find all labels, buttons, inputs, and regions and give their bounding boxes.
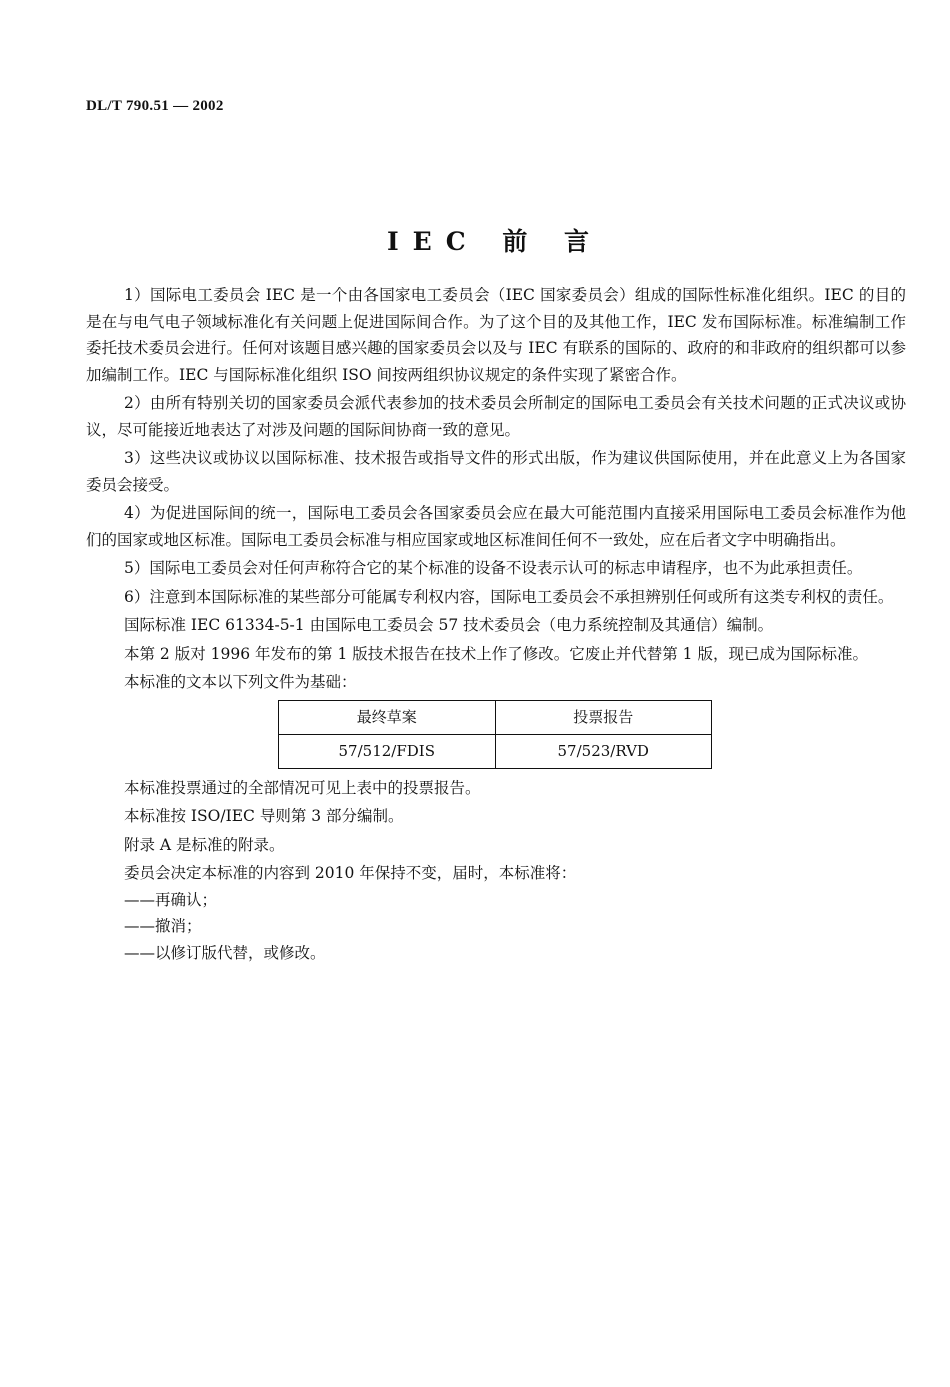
paragraph-1: 1）国际电工委员会 IEC 是一个由各国家电工委员会（IEC 国家委员会）组成的国际性标准化组织。IEC 的目的是在与电气电子领域标准化有关问题上促进国际间合作。为了这个目的及其他工作，IEC 发布国际标准。标准编制工作委托技术委员会进行。任何对该题目感兴趣的国家委员会以及与 IEC 有联系的国际的、政府的和非政府的组织都可以参加编制工作。IEC 与国际标准化组织 ISO 间按两组织协议规定的条件实现了紧密合作。 (86, 286, 906, 384)
page-title: IEC 前 言 (386, 227, 604, 256)
paragraph-committee: 国际标准 IEC 61334-5-1 由国际电工委员会 57 技术委员会（电力系统控制及其通信）编制。 (124, 616, 774, 634)
table-header-row (279, 700, 712, 734)
table-header-cell: 投票报告 (495, 700, 712, 734)
paragraph-2: 2）由所有特别关切的国家委员会派代表参加的技术委员会所制定的国际电工委员会有关技术问题的正式决议或协议，尽可能接近地表达了对涉及问题的国际间协商一致的意见。 (86, 394, 906, 439)
option-item: ——以修订版代替，或修改。 (124, 943, 326, 962)
option-item: ——再确认； (124, 890, 218, 909)
table-header-cell: 最终草案 (279, 700, 496, 734)
document-code: DL/T 790.51 — 2002 (86, 98, 224, 114)
paragraph-annex: 附录 A 是标准的附录。 (124, 835, 285, 854)
paragraph-3: 3）这些决议或协议以国际标准、技术报告或指导文件的形式出版，作为建议供国际使用，并在此意义上为各国家委员会接受。 (86, 449, 906, 494)
document-body (86, 282, 906, 966)
paragraph-6: 6）注意到本国际标准的某些部分可能属专利权内容，国际电工委员会不承担辨别任何或所有这类专利权的责任。 (124, 587, 894, 606)
table-cell: 57/523/RVD (495, 734, 712, 768)
paragraph-edition: 本第 2 版对 1996 年发布的第 1 版技术报告在技术上作了修改。它废止并代替第 1 版，现已成为国际标准。 (124, 644, 868, 663)
paragraph-directive: 本标准按 ISO/IEC 导则第 3 部分编制。 (124, 807, 404, 825)
table-cell: 57/512/FDIS (279, 734, 496, 768)
paragraph-voting: 本标准投票通过的全部情况可见上表中的投票报告。 (124, 778, 481, 797)
table-row (279, 734, 712, 768)
option-item: ——撤消； (124, 917, 202, 935)
basis-table-wrapper (278, 700, 906, 769)
paragraph-maintenance: 委员会决定本标准的内容到 2010 年保持不变，届时，本标准将： (124, 864, 577, 882)
paragraph-4: 4）为促进国际间的统一，国际电工委员会各国家委员会应在最大可能范围内直接采用国际电工委员会标准作为他们的国家或地区标准。国际电工委员会标准与相应国家或地区标准间任何不一致处，应在后者文字中明确指出。 (86, 504, 906, 549)
paragraph-5: 5）国际电工委员会对任何声称符合它的某个标准的设备不设表示认可的标志申请程序，也不为此承担责任。 (124, 559, 863, 577)
basis-table (278, 700, 712, 769)
paragraph-basis: 本标准的文本以下列文件为基础： (124, 673, 357, 691)
